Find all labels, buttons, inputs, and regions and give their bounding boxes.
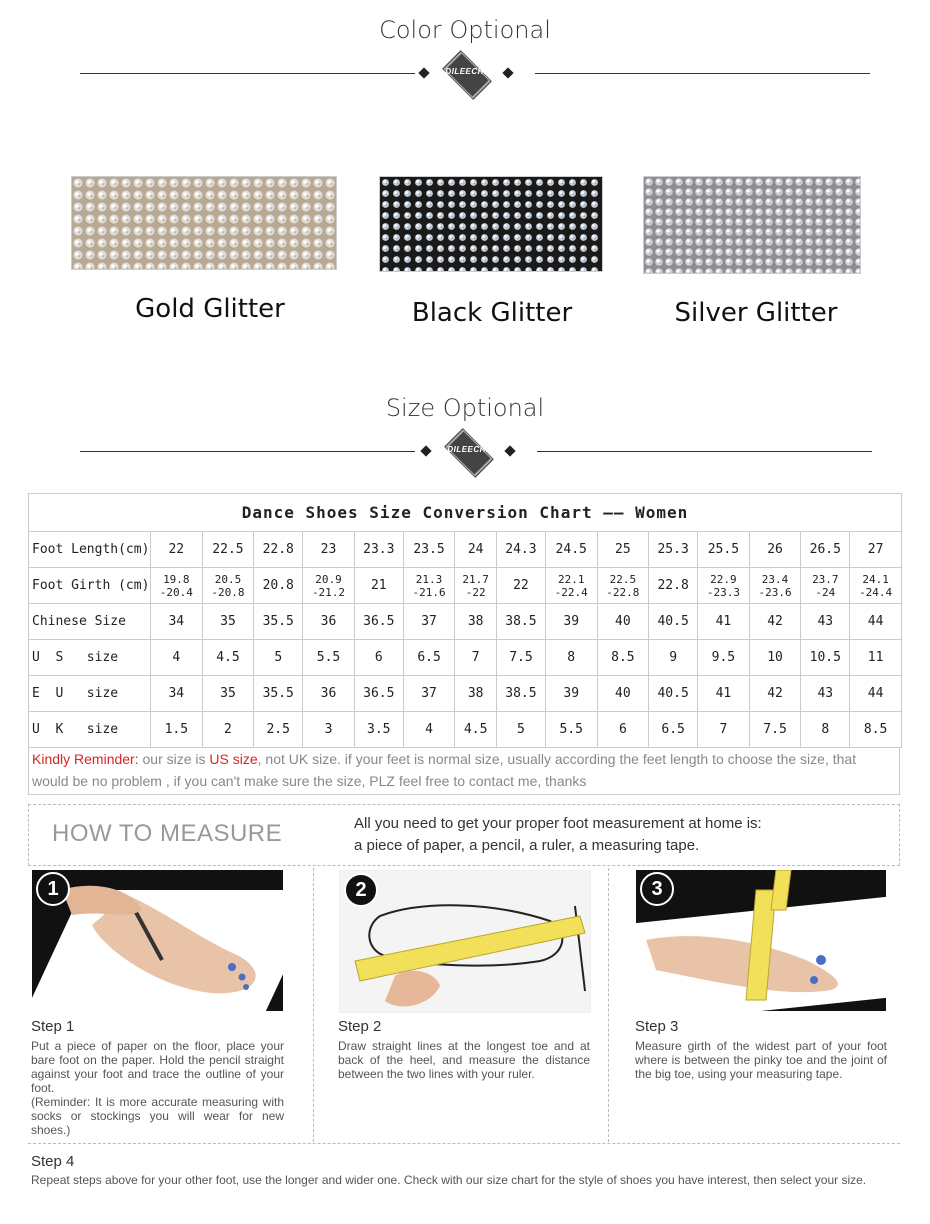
chart-cell: 22.5	[202, 532, 254, 568]
chart-row-label: E U size	[29, 676, 151, 712]
chart-cell: 42	[749, 604, 801, 640]
chart-cell: 44	[850, 604, 902, 640]
chart-cell: 35	[202, 676, 254, 712]
how-to-measure-intro	[354, 813, 762, 857]
step-4-title: Step 4	[31, 1153, 75, 1170]
chart-cell: 10.5	[801, 640, 850, 676]
chart-cell: 27	[850, 532, 902, 568]
chart-row-label: Foot Girth (cm)	[29, 568, 151, 604]
how-to-measure-title: HOW TO MEASURE	[52, 820, 283, 847]
chart-cell: 34	[151, 676, 203, 712]
chart-cell: 22.5 -22.8	[597, 568, 649, 604]
chart-cell: 39	[545, 676, 597, 712]
reminder-text: our size is	[138, 751, 210, 767]
intro-line: a piece of paper, a pencil, a ruler, a measuring tape.	[354, 837, 700, 854]
chart-cell: 34	[151, 604, 203, 640]
chart-cell: 20.8	[254, 568, 303, 604]
chart-cell: 42	[749, 676, 801, 712]
chart-cell: 6.5	[403, 640, 455, 676]
chart-cell: 11	[850, 640, 902, 676]
chart-cell: 5.5	[545, 712, 597, 748]
step-2-description: Draw straight lines at the longest toe and at back of the heel, and measure the distance between the two lines with your ruler.	[338, 1039, 590, 1081]
chart-cell: 36.5	[354, 676, 403, 712]
gold-glitter-label: Gold Glitter	[135, 294, 285, 324]
chart-cell: 22.8	[254, 532, 303, 568]
chart-cell: 8	[545, 640, 597, 676]
step-3-description: Measure girth of the widest part of your foot where is between the pinky toe and the joint of the big toe, using your measuring tape.	[635, 1039, 887, 1081]
brand-badge: DILEECHI	[424, 60, 508, 86]
chart-cell: 7	[455, 640, 497, 676]
chart-cell: 7.5	[749, 712, 801, 748]
divider-right	[535, 73, 870, 74]
chart-cell: 4	[151, 640, 203, 676]
step-2-title: Step 2	[338, 1018, 382, 1035]
chart-row	[29, 712, 902, 748]
chart-cell: 21	[354, 568, 403, 604]
chart-cell: 22	[151, 532, 203, 568]
step-separator	[313, 868, 314, 1142]
chart-cell: 5	[254, 640, 303, 676]
chart-cell: 25.5	[698, 532, 750, 568]
chart-cell: 8.5	[850, 712, 902, 748]
chart-cell: 25	[597, 532, 649, 568]
step-4-description: Repeat steps above for your other foot, use the longer and wider one. Check with our size chart for the style of shoes you have interest, then select your size.	[31, 1173, 867, 1187]
chart-cell: 10	[749, 640, 801, 676]
chart-cell: 9.5	[698, 640, 750, 676]
chart-cell: 19.8 -20.4	[151, 568, 203, 604]
silver-glitter-label: Silver Glitter	[674, 298, 838, 328]
chart-cell: 5	[496, 712, 545, 748]
chart-cell: 24.3	[496, 532, 545, 568]
chart-cell: 38	[455, 604, 497, 640]
chart-row	[29, 676, 902, 712]
chart-cell: 35.5	[254, 604, 303, 640]
chart-cell: 4.5	[455, 712, 497, 748]
chart-cell: 1.5	[151, 712, 203, 748]
chart-cell: 9	[649, 640, 698, 676]
chart-cell: 24.5	[545, 532, 597, 568]
color-section-title: Color Optional	[379, 16, 551, 44]
silver-glitter-swatch[interactable]	[643, 176, 861, 274]
chart-cell: 21.7 -22	[455, 568, 497, 604]
chart-cell: 7.5	[496, 640, 545, 676]
chart-cell: 6	[597, 712, 649, 748]
chart-row	[29, 604, 902, 640]
step-2-number-badge: 2	[344, 873, 378, 907]
chart-cell: 37	[403, 604, 455, 640]
chart-cell: 21.3 -21.6	[403, 568, 455, 604]
chart-cell: 23.7 -24	[801, 568, 850, 604]
chart-row-label: Chinese Size	[29, 604, 151, 640]
step-3-image	[636, 870, 886, 1011]
divider-left	[80, 451, 415, 452]
chart-row	[29, 568, 902, 604]
chart-cell: 20.5 -20.8	[202, 568, 254, 604]
chart-cell: 23.4 -23.6	[749, 568, 801, 604]
chart-cell: 38	[455, 676, 497, 712]
chart-row-label: U K size	[29, 712, 151, 748]
chart-cell: 23.3	[354, 532, 403, 568]
chart-cell: 25.3	[649, 532, 698, 568]
chart-cell: 23.5	[403, 532, 455, 568]
chart-cell: 8.5	[597, 640, 649, 676]
brand-badge: DILEECHI	[426, 438, 510, 464]
chart-cell: 38.5	[496, 676, 545, 712]
chart-cell: 26.5	[801, 532, 850, 568]
step-3-number-badge: 3	[640, 872, 674, 906]
chart-cell: 24.1 -24.4	[850, 568, 902, 604]
chart-cell: 36.5	[354, 604, 403, 640]
chart-cell: 3	[303, 712, 355, 748]
step-1-number-badge: 1	[36, 872, 70, 906]
chart-cell: 40.5	[649, 676, 698, 712]
chart-cell: 4.5	[202, 640, 254, 676]
step-separator	[608, 868, 609, 1142]
chart-cell: 35.5	[254, 676, 303, 712]
chart-cell: 22.8	[649, 568, 698, 604]
chart-cell: 40.5	[649, 604, 698, 640]
chart-cell: 36	[303, 604, 355, 640]
chart-cell: 44	[850, 676, 902, 712]
chart-cell: 37	[403, 676, 455, 712]
reminder-label: Kindly Reminder:	[32, 751, 139, 767]
chart-cell: 36	[303, 676, 355, 712]
chart-cell: 6.5	[649, 712, 698, 748]
chart-cell: 41	[698, 676, 750, 712]
us-size-highlight: US size	[209, 751, 258, 767]
chart-cell: 4	[403, 712, 455, 748]
step-separator	[28, 1143, 900, 1144]
black-glitter-label: Black Glitter	[411, 298, 573, 328]
chart-row-label: Foot Length(cm)	[29, 532, 151, 568]
size-conversion-chart	[28, 493, 902, 748]
chart-cell: 5.5	[303, 640, 355, 676]
black-glitter-swatch[interactable]	[379, 176, 603, 272]
chart-cell: 8	[801, 712, 850, 748]
chart-cell: 24	[455, 532, 497, 568]
chart-cell: 22	[496, 568, 545, 604]
chart-cell: 40	[597, 676, 649, 712]
chart-cell: 2	[202, 712, 254, 748]
divider-left	[80, 73, 415, 74]
gold-glitter-swatch[interactable]	[71, 176, 337, 270]
chart-cell: 3.5	[354, 712, 403, 748]
chart-cell: 35	[202, 604, 254, 640]
chart-cell: 26	[749, 532, 801, 568]
chart-cell: 7	[698, 712, 750, 748]
step-2-image	[339, 870, 591, 1013]
chart-row	[29, 640, 902, 676]
chart-cell: 40	[597, 604, 649, 640]
chart-cell: 22.9 -23.3	[698, 568, 750, 604]
reminder-text: , not UK size. if your feet is normal size, usually according the feet length to choose the size, that would be no problem , if you can't make sure the size, PLZ feel free to contact me, thanks	[32, 751, 857, 789]
size-section-title: Size Optional	[385, 394, 545, 422]
chart-cell: 38.5	[496, 604, 545, 640]
chart-cell: 43	[801, 604, 850, 640]
divider-right	[537, 451, 872, 452]
chart-cell: 41	[698, 604, 750, 640]
chart-cell: 20.9 -21.2	[303, 568, 355, 604]
chart-cell: 2.5	[254, 712, 303, 748]
size-reminder	[28, 747, 900, 795]
chart-row	[29, 532, 902, 568]
chart-row-label: U S size	[29, 640, 151, 676]
chart-cell: 6	[354, 640, 403, 676]
chart-cell: 23	[303, 532, 355, 568]
chart-cell: 39	[545, 604, 597, 640]
step-1-title: Step 1	[31, 1018, 75, 1035]
chart-title: Dance Shoes Size Conversion Chart —— Women	[29, 494, 902, 532]
chart-cell: 43	[801, 676, 850, 712]
step-3-title: Step 3	[635, 1018, 679, 1035]
intro-line: All you need to get your proper foot measurement at home is:	[354, 815, 762, 832]
chart-cell: 22.1 -22.4	[545, 568, 597, 604]
step-1-image	[32, 870, 283, 1011]
step-1-description: Put a piece of paper on the floor, place your bare foot on the paper. Hold the pencil straight against your foot and trace the outline of your foot. (Reminder: It is more accurate measuring with socks or stockings you will wear for new shoes.)	[31, 1039, 284, 1137]
